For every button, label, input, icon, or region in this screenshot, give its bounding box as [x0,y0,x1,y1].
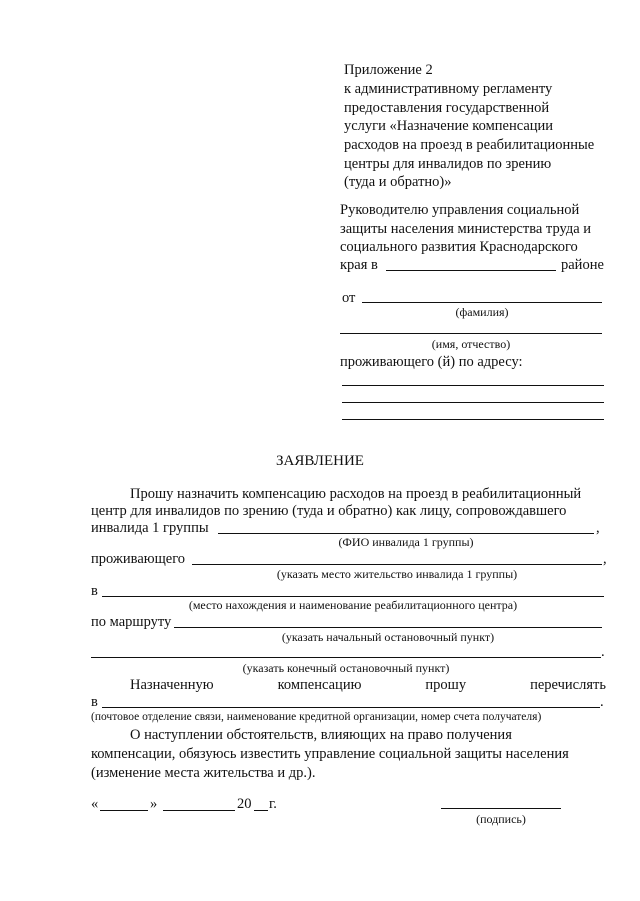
fio-hint: (ФИО инвалида 1 группы) [338,535,474,549]
name-hint: (имя, отчество) [431,337,511,351]
date-year-prefix: 20 [237,796,252,812]
transfer-word: Назначенную [130,677,214,693]
route-end-period: . [601,644,605,660]
signature-hint: (подпись) [476,812,526,826]
center-in-label: в [91,583,98,599]
date-year-suffix: г. [269,796,277,812]
residence-field[interactable] [192,564,602,565]
notice-line: (изменение места жительства и др.). [91,765,316,781]
center-field[interactable] [102,596,604,597]
residence-hint: (указать место жительство инвалида 1 группы) [276,567,518,581]
date-day-field[interactable] [100,810,148,811]
bank-period: . [600,694,604,710]
route-label: по маршруту [91,614,172,630]
addressee-line: социального развития Краснодарского [340,239,578,255]
fio-comma: , [596,520,600,536]
bank-in-label: в [91,694,98,710]
appendix-line: расходов на проезд в реабилитационные [344,137,595,153]
district-field[interactable] [386,270,556,271]
transfer-word: компенсацию [277,677,362,693]
appendix-line: центры для инвалидов по зрению [344,156,552,172]
residence-comma: , [603,551,607,567]
route-end-field[interactable] [91,657,601,658]
date-month-field[interactable] [163,810,235,811]
signature-field[interactable] [441,808,561,809]
page-title: ЗАЯВЛЕНИЕ [276,453,364,469]
addressee-line: Руководителю управления социальной [340,202,580,218]
date-year-field[interactable] [254,810,268,811]
kray-suffix: районе [561,257,604,273]
surname-field[interactable] [362,302,602,303]
appendix-line: к административному регламенту [344,81,553,97]
route-start-hint: (указать начальный остановочный пункт) [281,630,495,644]
address-field-3[interactable] [342,419,604,420]
notice-line: компенсации, обязуюсь известить управление социальной защиты населения [91,746,569,762]
name-field[interactable] [340,333,602,334]
kray-prefix: края в [340,257,378,273]
residing-label: проживающего (й) по адресу: [340,354,523,370]
surname-hint: (фамилия) [455,305,509,319]
date-close-quote: » [150,796,158,812]
date-open-quote: « [91,796,99,812]
route-end-hint: (указать конечный остановочный пункт) [242,661,450,675]
from-label: от [342,290,356,306]
bank-field[interactable] [102,707,600,708]
addressee-line: защиты населения министерства труда и [340,221,592,237]
transfer-line [130,676,606,694]
center-hint: (место нахождения и наименование реабилитационного центра) [188,598,518,612]
route-start-field[interactable] [174,627,602,628]
transfer-word: прошу [425,677,467,693]
bank-hint: (почтовое отделение связи, наименование кредитной организации, номер счета получателя) [91,711,542,723]
fio-field[interactable] [218,533,594,534]
residing-body-label: проживающего [91,551,186,567]
intro-line: инвалида 1 группы [91,520,209,536]
intro-line: центр для инвалидов по зрению (туда и обратно) как лицу, сопровождавшего [91,503,567,519]
notice-line: О наступлении обстоятельств, влияющих на право получения [130,727,512,743]
address-field-2[interactable] [342,402,604,403]
appendix-line: услуги «Назначение компенсации [344,118,554,134]
appendix-line: предоставления государственной [344,100,550,116]
address-field-1[interactable] [342,385,604,386]
appendix-line: (туда и обратно)» [344,174,452,190]
transfer-word: перечислять [530,677,606,693]
intro-line: Прошу назначить компенсацию расходов на проезд в реабилитационный [130,486,582,502]
appendix-line: Приложение 2 [344,62,433,78]
